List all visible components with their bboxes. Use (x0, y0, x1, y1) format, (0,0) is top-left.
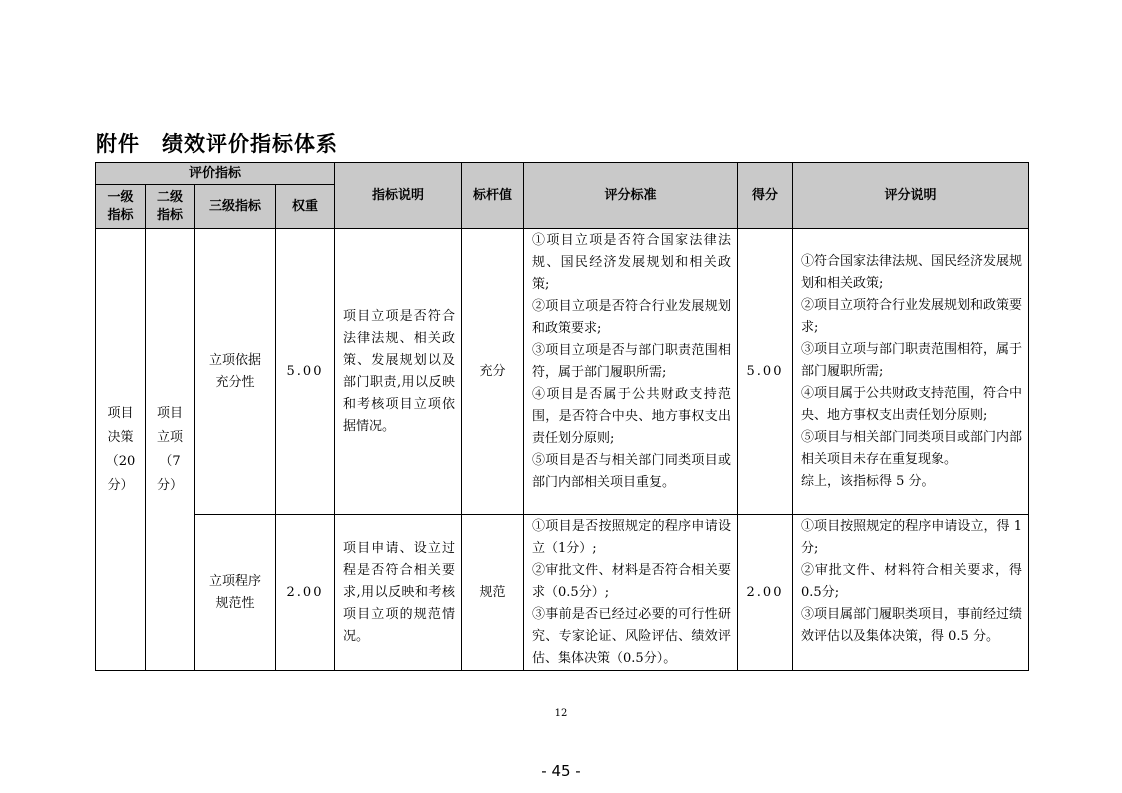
header-weight: 权重 (276, 185, 335, 229)
header-group: 评价指标 (96, 163, 335, 185)
page-title (96, 128, 338, 158)
explanation-cell (793, 229, 1029, 515)
criteria-cell (524, 515, 738, 671)
header-explanation: 评分说明 (793, 163, 1029, 229)
desc-cell: 项目立项是否符合法律法规、相关政策、发展规划以及部门职责,用以反映和考核项目立项依据情况。 (335, 229, 462, 515)
benchmark-cell: 充分 (462, 229, 524, 515)
benchmark-cell: 规范 (462, 515, 524, 671)
criteria-item: ②项目立项是否符合行业发展规划和政策要求; (532, 299, 732, 336)
explanation-item: ⑤项目与相关部门同类项目或部门内部相关项目未存在重复现象。 (801, 429, 1023, 467)
criteria-item: ①项目是否按照规定的程序申请设立（1分）; (532, 519, 732, 556)
criteria-item: ②审批文件、材料是否符合相关要求（0.5分）; (532, 563, 732, 600)
header-desc: 指标说明 (335, 163, 462, 229)
criteria-item: ④项目是否属于公共财政支持范围，是否符合中央、地方事权支出责任划分原则; (532, 387, 732, 446)
header-level1: 一级 指标 (96, 185, 146, 229)
weight-cell: 5.00 (276, 229, 335, 515)
header-criteria: 评分标准 (524, 163, 738, 229)
weight-cell: 2.00 (276, 515, 335, 671)
table-row (96, 229, 1029, 515)
explanation-item: ③项目立项与部门职责范围相符，属于部门履职所需; (801, 341, 1023, 379)
level3-cell: 立项程序 规范性 (195, 515, 276, 671)
footer-page-number: - 45 - (541, 762, 581, 780)
explanation-item: ④项目属于公共财政支持范围，符合中央、地方事权支出责任划分原则; (801, 385, 1023, 423)
header-score: 得分 (738, 163, 793, 229)
explanation-item: ①项目按照规定的程序申请设立，得 1分; (801, 519, 1023, 556)
explanation-item: 综上，该指标得 5 分。 (801, 473, 935, 489)
evaluation-table (95, 162, 1029, 671)
criteria-item: ③项目立项是否与部门职责范围相符，属于部门履职所需; (532, 343, 732, 380)
header-benchmark: 标杆值 (462, 163, 524, 229)
desc-cell: 项目申请、设立过程是否符合相关要求,用以反映和考核项目立项的规范情况。 (335, 515, 462, 671)
title-main: 绩效评价指标体系 (162, 132, 338, 156)
criteria-item: ①项目立项是否符合国家法律法规、国民经济发展规划和相关政策; (532, 233, 732, 292)
table-row (96, 515, 1029, 671)
criteria-cell (524, 229, 738, 515)
explanation-item: ②项目立项符合行业发展规划和政策要求; (801, 297, 1023, 335)
level2-cell: 项目 立项 （7 分） (146, 229, 195, 671)
explanation-item: ②审批文件、材料符合相关要求，得 0.5分; (801, 563, 1023, 600)
title-prefix: 附件 (96, 132, 140, 156)
level3-cell: 立项依据 充分性 (195, 229, 276, 515)
explanation-cell (793, 515, 1029, 671)
level1-cell: 项目 决策 （20 分） (96, 229, 146, 671)
score-cell: 2.00 (738, 515, 793, 671)
header-level3: 三级指标 (195, 185, 276, 229)
explanation-item: ③项目属部门履职类项目，事前经过绩效评估以及集体决策，得 0.5 分。 (801, 607, 1023, 644)
criteria-item: ③事前是否已经过必要的可行性研究、专家论证、风险评估、绩效评估、集体决策（0.5分）。 (532, 607, 732, 666)
score-cell: 5.00 (738, 229, 793, 515)
criteria-item: ⑤项目是否与相关部门同类项目或部门内部相关项目重复。 (532, 453, 732, 490)
header-level2: 二级 指标 (146, 185, 195, 229)
page-number: 12 (554, 708, 568, 719)
explanation-item: ①符合国家法律法规、国民经济发展规划和相关政策; (801, 253, 1023, 291)
